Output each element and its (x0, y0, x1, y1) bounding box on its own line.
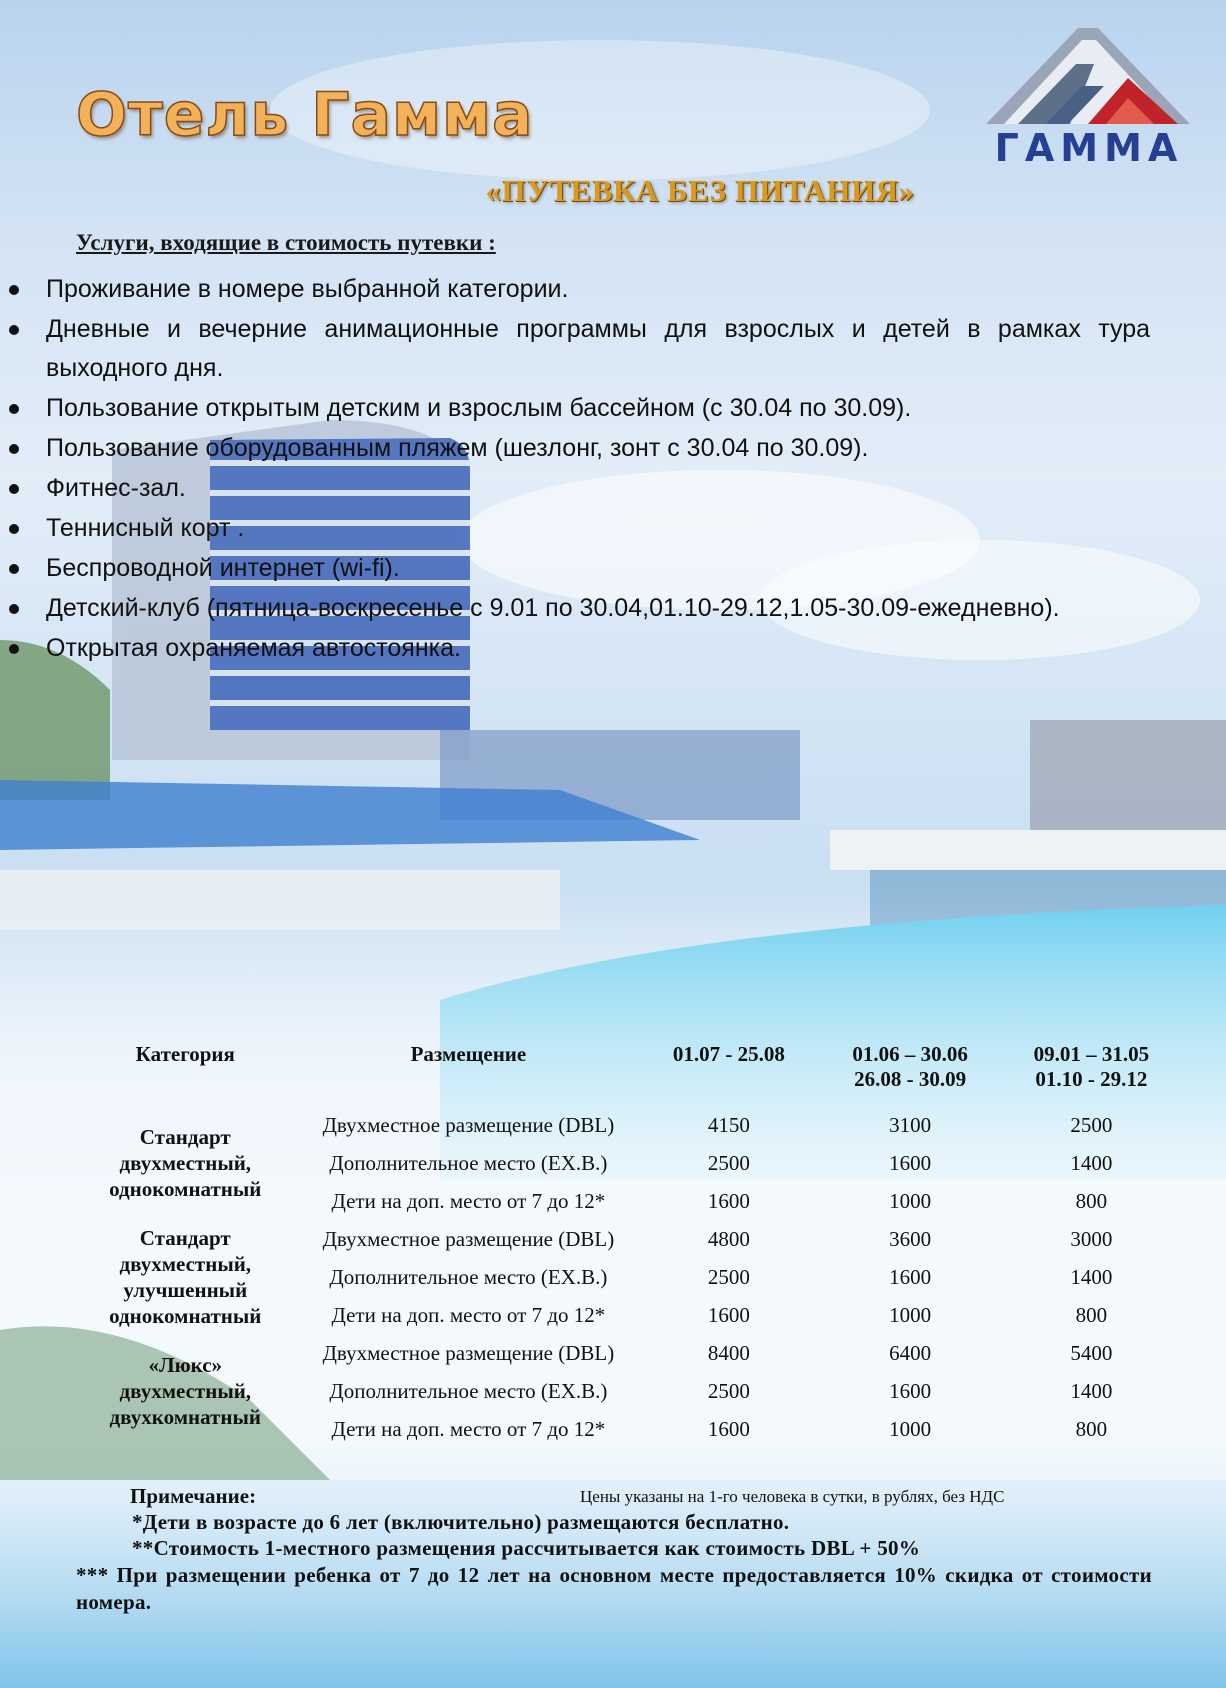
price-cell: 3100 (889, 1112, 932, 1137)
bullet-icon (9, 325, 19, 335)
list-item (0, 629, 1150, 668)
category-line: «Люкс» (148, 1353, 223, 1377)
header-period-3 (1001, 1038, 1182, 1106)
price-cell: 800 (1075, 1302, 1108, 1327)
table-row (72, 1334, 1182, 1372)
bullet-icon (9, 604, 19, 614)
price-cell: 1600 (707, 1188, 750, 1213)
category-line: улучшенный (123, 1278, 248, 1302)
price-cell: 1600 (889, 1150, 932, 1175)
price-cell: 1600 (889, 1264, 932, 1289)
bullet-icon (9, 404, 19, 414)
category-line: Стандарт (139, 1125, 231, 1149)
category-line: двухкомнатный (109, 1405, 261, 1429)
price-cell: 800 (1075, 1188, 1108, 1213)
service-text: Пользование открытым детским и взрослым бассейном (с 30.04 по 30.09). (46, 394, 912, 422)
period-1-dates: 01.07 - 25.08 (672, 1042, 785, 1066)
placement-cell: Двухместное размещение (DBL) (322, 1340, 615, 1365)
bullet-icon (9, 444, 19, 454)
price-cell: 2500 (707, 1378, 750, 1403)
price-cell: 8400 (707, 1340, 750, 1365)
bullet-icon (9, 524, 19, 534)
price-cell: 1400 (1070, 1264, 1113, 1289)
bullet-icon (9, 285, 19, 295)
price-note: Цены указаны на 1-го человека в сутки, в рублях, без НДС (580, 1487, 1005, 1506)
service-text: Дневные и вечерние анимационные программы для взрослых и детей в рамках тура выходного дня. (46, 315, 1150, 382)
header-period-1 (638, 1038, 819, 1106)
category-line: двухместный, (119, 1379, 252, 1403)
bullet-icon (9, 484, 19, 494)
list-item (0, 549, 1150, 588)
table-row (72, 1106, 1182, 1144)
price-table (72, 1038, 1182, 1448)
period-2-line-2: 26.08 - 30.09 (854, 1067, 967, 1091)
service-text: Открытая охраняемая автостоянка. (46, 634, 461, 662)
price-cell: 1000 (889, 1416, 932, 1441)
room-category-standard (72, 1106, 299, 1220)
service-text: Детский-клуб (пятница-воскресенье с 9.01 по 30.04,01.10-29.12,1.05-30.09-ежедневно). (46, 594, 1060, 622)
list-item (0, 310, 1150, 388)
price-cell: 2500 (707, 1264, 750, 1289)
table-header-row (72, 1038, 1182, 1106)
placement-cell: Дополнительное место (EX.B.) (329, 1150, 608, 1175)
placement-cell: Дети на доп. место от 7 до 12* (331, 1416, 606, 1441)
price-cell: 4800 (707, 1226, 750, 1251)
service-text: Фитнес-зал. (46, 474, 186, 502)
notes-label: Примечание: (130, 1484, 257, 1508)
services-list (0, 270, 1150, 669)
price-cell: 5400 (1070, 1340, 1113, 1365)
hotel-title: Отель Гамма (76, 80, 534, 150)
service-text: Проживание в номере выбранной категории. (46, 275, 569, 303)
list-item (0, 509, 1150, 548)
period-2-line-1: 01.06 – 30.06 (852, 1042, 968, 1066)
list-item (0, 270, 1150, 309)
header-category: Категория (135, 1042, 235, 1066)
header-placement: Размещение (410, 1042, 527, 1066)
price-cell: 2500 (707, 1150, 750, 1175)
price-cell: 4150 (707, 1112, 750, 1137)
note-child-discount: *** При размещении ребенка от 7 до 12 лет на основном месте предоставляется 10% скидка от стоимости номера. (76, 1563, 1152, 1614)
price-cell: 1000 (889, 1302, 932, 1327)
placement-cell: Дети на доп. место от 7 до 12* (331, 1188, 606, 1213)
bullet-icon (9, 564, 19, 574)
category-line: двухместный, (119, 1151, 252, 1175)
placement-cell: Дополнительное место (EX.B.) (329, 1378, 608, 1403)
price-cell: 3000 (1070, 1226, 1113, 1251)
service-text: Беспроводной интернет (wi-fi). (46, 554, 400, 582)
room-category-standard-improved (72, 1220, 299, 1334)
price-cell: 2500 (1070, 1112, 1113, 1137)
tour-title: «ПУТЕВКА БЕЗ ПИТАНИЯ» (485, 173, 915, 208)
list-item (0, 429, 1150, 468)
price-cell: 1400 (1070, 1150, 1113, 1175)
placement-cell: Дети на доп. место от 7 до 12* (331, 1302, 606, 1327)
header-period-2 (820, 1038, 1001, 1106)
price-cell: 1600 (707, 1416, 750, 1441)
placement-cell: Двухместное размещение (DBL) (322, 1112, 615, 1137)
bullet-icon (9, 644, 19, 654)
category-line: двухместный, (119, 1252, 252, 1276)
price-cell: 1600 (707, 1302, 750, 1327)
list-item (0, 389, 1150, 428)
period-3-line-1: 09.01 – 31.05 (1033, 1042, 1150, 1066)
category-line: однокомнатный (109, 1177, 262, 1201)
note-children-free: *Дети в возрасте до 6 лет (включительно) размещаются бесплатно. (132, 1510, 790, 1534)
placement-cell: Дополнительное место (EX.B.) (329, 1264, 608, 1289)
service-text: Теннисный корт . (46, 514, 245, 542)
service-text: Пользование оборудованным пляжем (шезлонг, зонт с 30.04 по 30.09). (46, 434, 869, 462)
list-item (0, 469, 1150, 508)
category-line: однокомнатный (109, 1304, 262, 1328)
placement-cell: Двухместное размещение (DBL) (322, 1226, 615, 1251)
price-cell: 6400 (889, 1340, 932, 1365)
table-row (72, 1220, 1182, 1258)
price-cell: 1600 (889, 1378, 932, 1403)
category-line: Стандарт (139, 1226, 231, 1250)
price-cell: 1000 (889, 1188, 932, 1213)
price-cell: 3600 (889, 1226, 932, 1251)
period-3-line-2: 01.10 - 29.12 (1035, 1067, 1148, 1091)
price-cell: 1400 (1070, 1378, 1113, 1403)
services-heading: Услуги, входящие в стоимость путевки : (76, 230, 496, 255)
logo-wordmark: ГАММА (994, 126, 1184, 170)
note-single-occupancy: **Стоимость 1-местного размещения рассчитывается как стоимость DBL + 50% (132, 1536, 921, 1560)
price-cell: 800 (1075, 1416, 1108, 1441)
list-item (0, 589, 1150, 628)
room-category-lux (72, 1334, 299, 1448)
